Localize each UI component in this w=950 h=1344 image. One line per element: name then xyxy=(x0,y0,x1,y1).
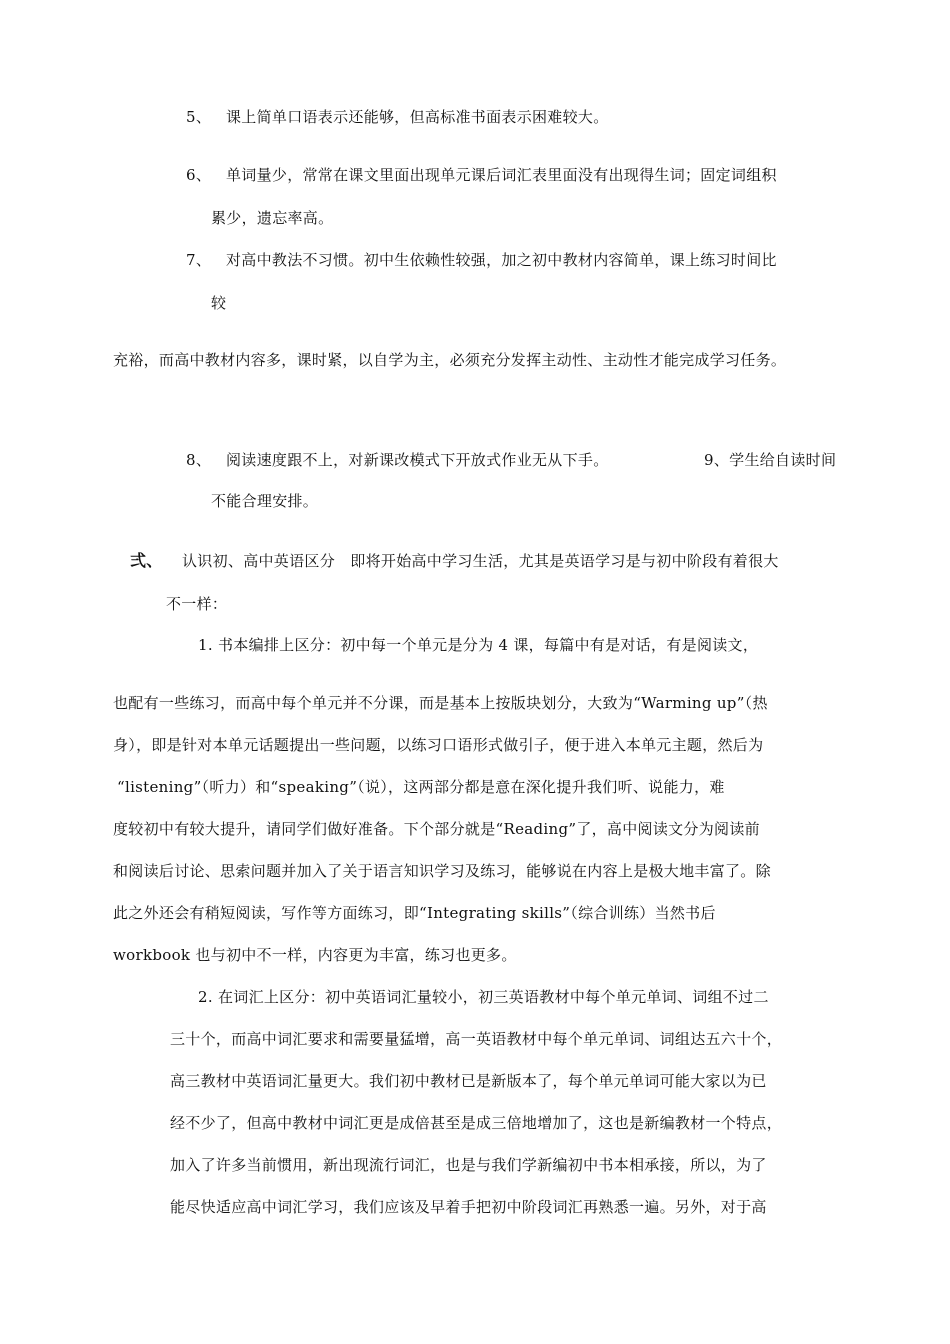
list-item-7 xyxy=(186,250,777,270)
list-item-6-continuation: 累少，遗忘率高。 xyxy=(211,209,334,227)
paragraph-line: 高三教材中英语词汇量更大。我们初中教材已是新版本了，每个单元单词可能大家以为已 xyxy=(170,1072,767,1090)
item-number: 5、 xyxy=(186,108,212,126)
list-item-6 xyxy=(186,165,777,185)
item-number: 6、 xyxy=(186,166,212,184)
paragraph-line: 度较初中有较大提升，请同学们做好准备。下个部分就是“Reading”了，高中阅读文分为阅读前 xyxy=(113,820,760,838)
section-number: 弍、 xyxy=(130,551,163,570)
list-item-5 xyxy=(186,107,609,127)
list-item-7-continuation: 较 xyxy=(211,294,227,312)
item-text: 课上简单口语表示还能够，但高标准书面表示困难较大。 xyxy=(226,108,609,126)
list-item-9: 9、学生给自读时间 xyxy=(704,451,837,469)
list-item-8-continuation: 不能合理安排。 xyxy=(211,492,319,510)
paragraph-line: 和阅读后讨论、思索问题并加入了关于语言知识学习及练习，能够说在内容上是极大地丰富了。除 xyxy=(113,862,771,880)
paragraph-line: workbook 也与初中不一样，内容更为丰富，练习也更多。 xyxy=(113,946,517,964)
paragraph-line: 身），即是针对本单元话题提出一些问题，以练习口语形式做引子，便于进入本单元主题，然后为 xyxy=(113,736,764,754)
paragraph-line: 三十个，而高中词汇要求和需要量猛增，高一英语教材中每个单元单词、词组达五六十个， xyxy=(170,1030,783,1048)
paragraph-line: 2. 在词汇上区分：初中英语词汇量较小，初三英语教材中每个单元单词、词组不过二 xyxy=(198,988,769,1006)
section-title: 认识初、高中英语区分 即将开始高中学习生活，尤其是英语学习是与初中阶段有着很大 xyxy=(182,552,779,570)
item-text: 单词量少，常常在课文里面出现单元课后词汇表里面没有出现得生词；固定词组积 xyxy=(226,166,777,184)
item-number: 8、 xyxy=(186,451,212,469)
paragraph-line: “listening”（听力）和“speaking”（说），这两部分都是意在深化提升我们听、说能力，难 xyxy=(117,778,725,796)
paragraph-line: 1. 书本编排上区分：初中每一个单元是分为 4 课，每篇中有是对话，有是阅读文， xyxy=(198,636,759,654)
item-text: 对高中教法不习惯。初中生依赖性较强，加之初中教材内容简单，课上练习时间比 xyxy=(226,251,777,269)
item-text: 阅读速度跟不上，对新课改模式下开放式作业无从下手。 xyxy=(226,451,609,469)
paragraph-line: 此之外还会有稍短阅读，写作等方面练习，即“Integrating skills”（综合训练）当然书后 xyxy=(113,904,716,922)
item-number: 7、 xyxy=(186,251,212,269)
paragraph-line: 充裕，而高中教材内容多，课时紧，以自学为主，必须充分发挥主动性、主动性才能完成学习任务。 xyxy=(113,351,787,369)
list-item-8 xyxy=(186,450,609,470)
paragraph-line: 经不少了，但高中教材中词汇更是成倍甚至是成三倍地增加了，这也是新编教材一个特点， xyxy=(170,1114,783,1132)
paragraph-line: 能尽快适应高中词汇学习，我们应该及早着手把初中阶段词汇再熟悉一遍。另外，对于高 xyxy=(170,1198,767,1216)
paragraph-line: 加入了许多当前惯用，新出现流行词汇，也是与我们学新编初中书本相承接，所以，为了 xyxy=(170,1156,767,1174)
paragraph-line: 也配有一些练习，而高中每个单元并不分课，而是基本上按版块划分，大致为“Warming up”（热 xyxy=(113,694,768,712)
section-heading xyxy=(130,551,779,571)
section-heading-continuation: 不一样： xyxy=(166,595,228,613)
